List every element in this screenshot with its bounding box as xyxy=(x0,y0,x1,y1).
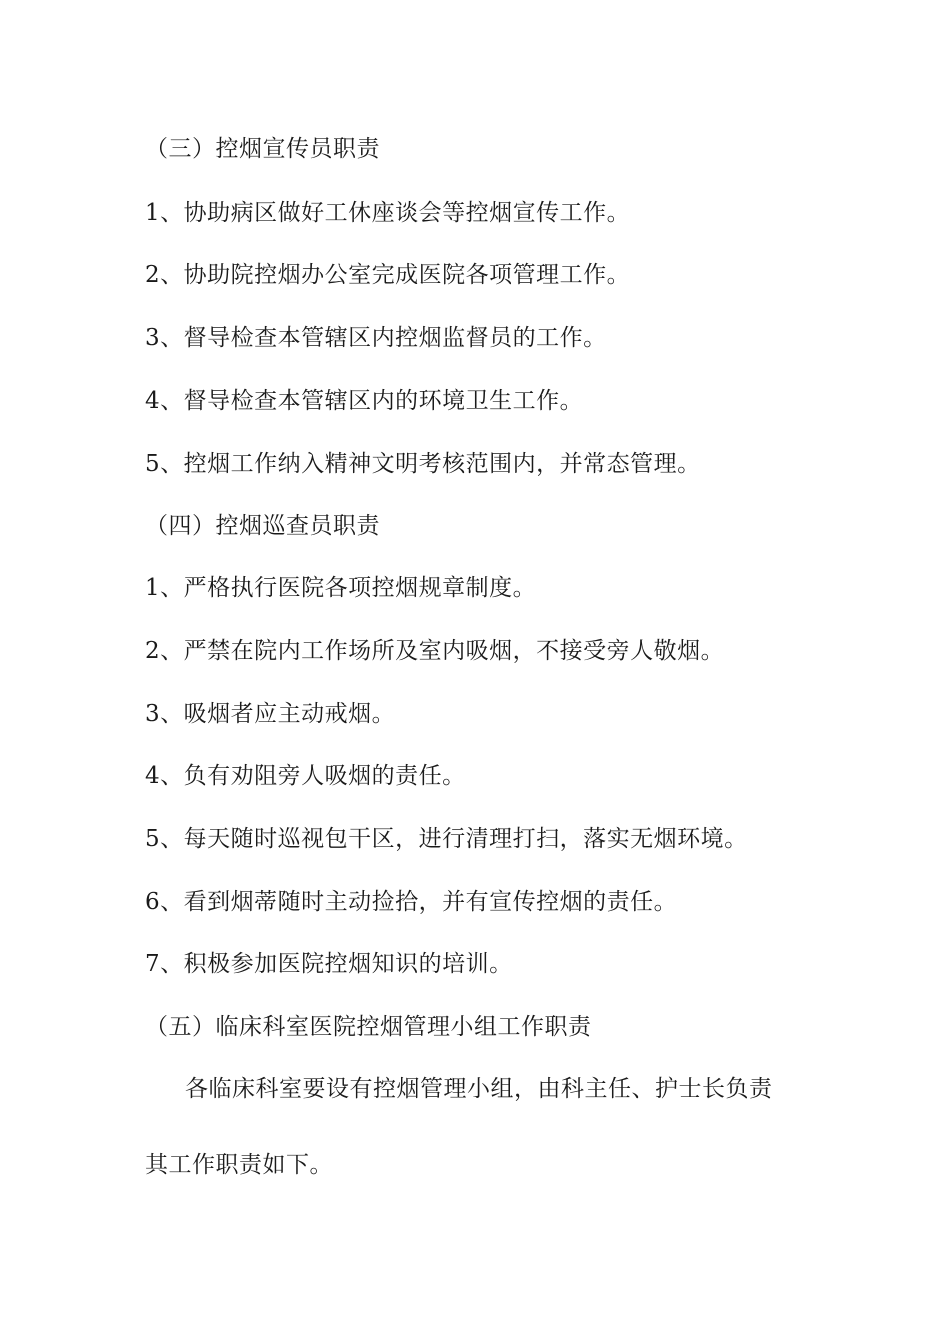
list-item: 2、协助院控烟办公室完成医院各项管理工作。 xyxy=(145,262,631,288)
section-heading-5: （五）临床科室医院控烟管理小组工作职责 xyxy=(145,1014,592,1040)
list-item: 2、严禁在院内工作场所及室内吸烟，不接受旁人敬烟。 xyxy=(145,638,725,664)
list-item: 1、协助病区做好工休座谈会等控烟宣传工作。 xyxy=(145,200,631,226)
list-item: 7、积极参加医院控烟知识的培训。 xyxy=(145,951,513,977)
list-item: 3、吸烟者应主动戒烟。 xyxy=(145,701,396,727)
paragraph-line: 其工作职责如下。 xyxy=(145,1152,333,1178)
list-item: 4、负有劝阻旁人吸烟的责任。 xyxy=(145,763,466,789)
section-heading-3: （三）控烟宣传员职责 xyxy=(145,136,380,162)
list-item: 4、督导检查本管辖区内的环境卫生工作。 xyxy=(145,388,584,414)
list-item: 5、每天随时巡视包干区，进行清理打扫，落实无烟环境。 xyxy=(145,826,748,852)
list-item: 1、严格执行医院各项控烟规章制度。 xyxy=(145,575,537,601)
list-item: 5、控烟工作纳入精神文明考核范围内，并常态管理。 xyxy=(145,451,701,477)
list-item: 3、督导检查本管辖区内控烟监督员的工作。 xyxy=(145,325,607,351)
paragraph-line: 各临床科室要设有控烟管理小组，由科主任、护士长负责 xyxy=(185,1076,773,1102)
list-item: 6、看到烟蒂随时主动捡拾，并有宣传控烟的责任。 xyxy=(145,889,678,915)
section-heading-4: （四）控烟巡查员职责 xyxy=(145,513,380,539)
